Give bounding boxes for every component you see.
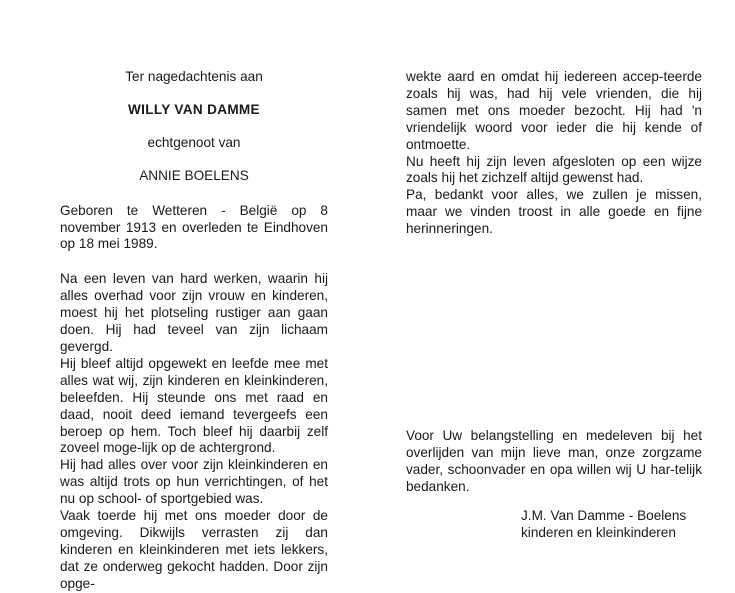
left-paragraph-1: Na een leven van hard werken, waarin hij alles overhad voor zijn vrouw en kinderen, moest hij het plotseling rustiger aan gaan doen. Hij had teveel van zijn lichaam gevergd. <box>60 271 328 354</box>
relation-line: echtgenoot van <box>147 134 241 150</box>
spouse-name: ANNIE BOELENS <box>139 167 249 183</box>
deceased-name: WILLY VAN DAMME <box>128 101 260 117</box>
signature-block <box>521 508 702 542</box>
right-column <box>406 69 702 238</box>
left-column <box>60 69 328 593</box>
left-paragraph-3: Hij had alles over voor zijn kleinkinderen en was altijd trots op hun verrichtingen, of het nu op school- of sportgebied was. <box>60 457 328 507</box>
left-paragraph-2: Hij bleef altijd opgewekt en leefde mee met alles wat wij, zijn kinderen en kleinkinderen, beleefden. Hij steunde ons met raad en daad, nooit deed iemand tevergeefs een beroep op hem. Toch bleef hij daarbij zelf zoveel moge-lijk op de achtergrond. <box>60 355 328 456</box>
right-paragraph-1: wekte aard en omdat hij iedereen accep-teerde zoals hij was, had hij vele vrienden, die hij samen met ons moeder bezocht. Hij had 'n vriendelijk woord voor ieder die hij kende of ontmoette. <box>406 69 702 152</box>
thanks-text: Voor Uw belangstelling en medeleven bij het overlijden van mijn lieve man, onze zorgzame vader, schoonvader en opa willen wij U har-telijk bedanken. <box>406 428 702 494</box>
signature-name: J.M. Van Damme - Boelens <box>521 508 687 523</box>
left-paragraph-4: Vaak toerde hij met ons moeder door de omgeving. Dikwijls verrasten zij dan kinderen en kleinkinderen met iets lekkers, dat ze onderweg gekocht hadden. Door zijn opge- <box>60 508 328 591</box>
intro-line: Ter nagedachtenis aan <box>125 69 263 84</box>
birth-death-text: Geboren te Wetteren - België op 8 november 1913 en overleden te Eindhoven op 18 mei 1989. <box>60 202 328 252</box>
right-paragraph-3: Pa, bedankt voor alles, we zullen je missen, maar we vinden troost in alle goede en fijne herinneringen. <box>406 187 702 237</box>
signature-family: kinderen en kleinkinderen <box>521 524 676 540</box>
right-paragraph-2: Nu heeft hij zijn leven afgesloten op een wijze zoals hij het zichzelf altijd gewenst had. <box>406 153 702 186</box>
